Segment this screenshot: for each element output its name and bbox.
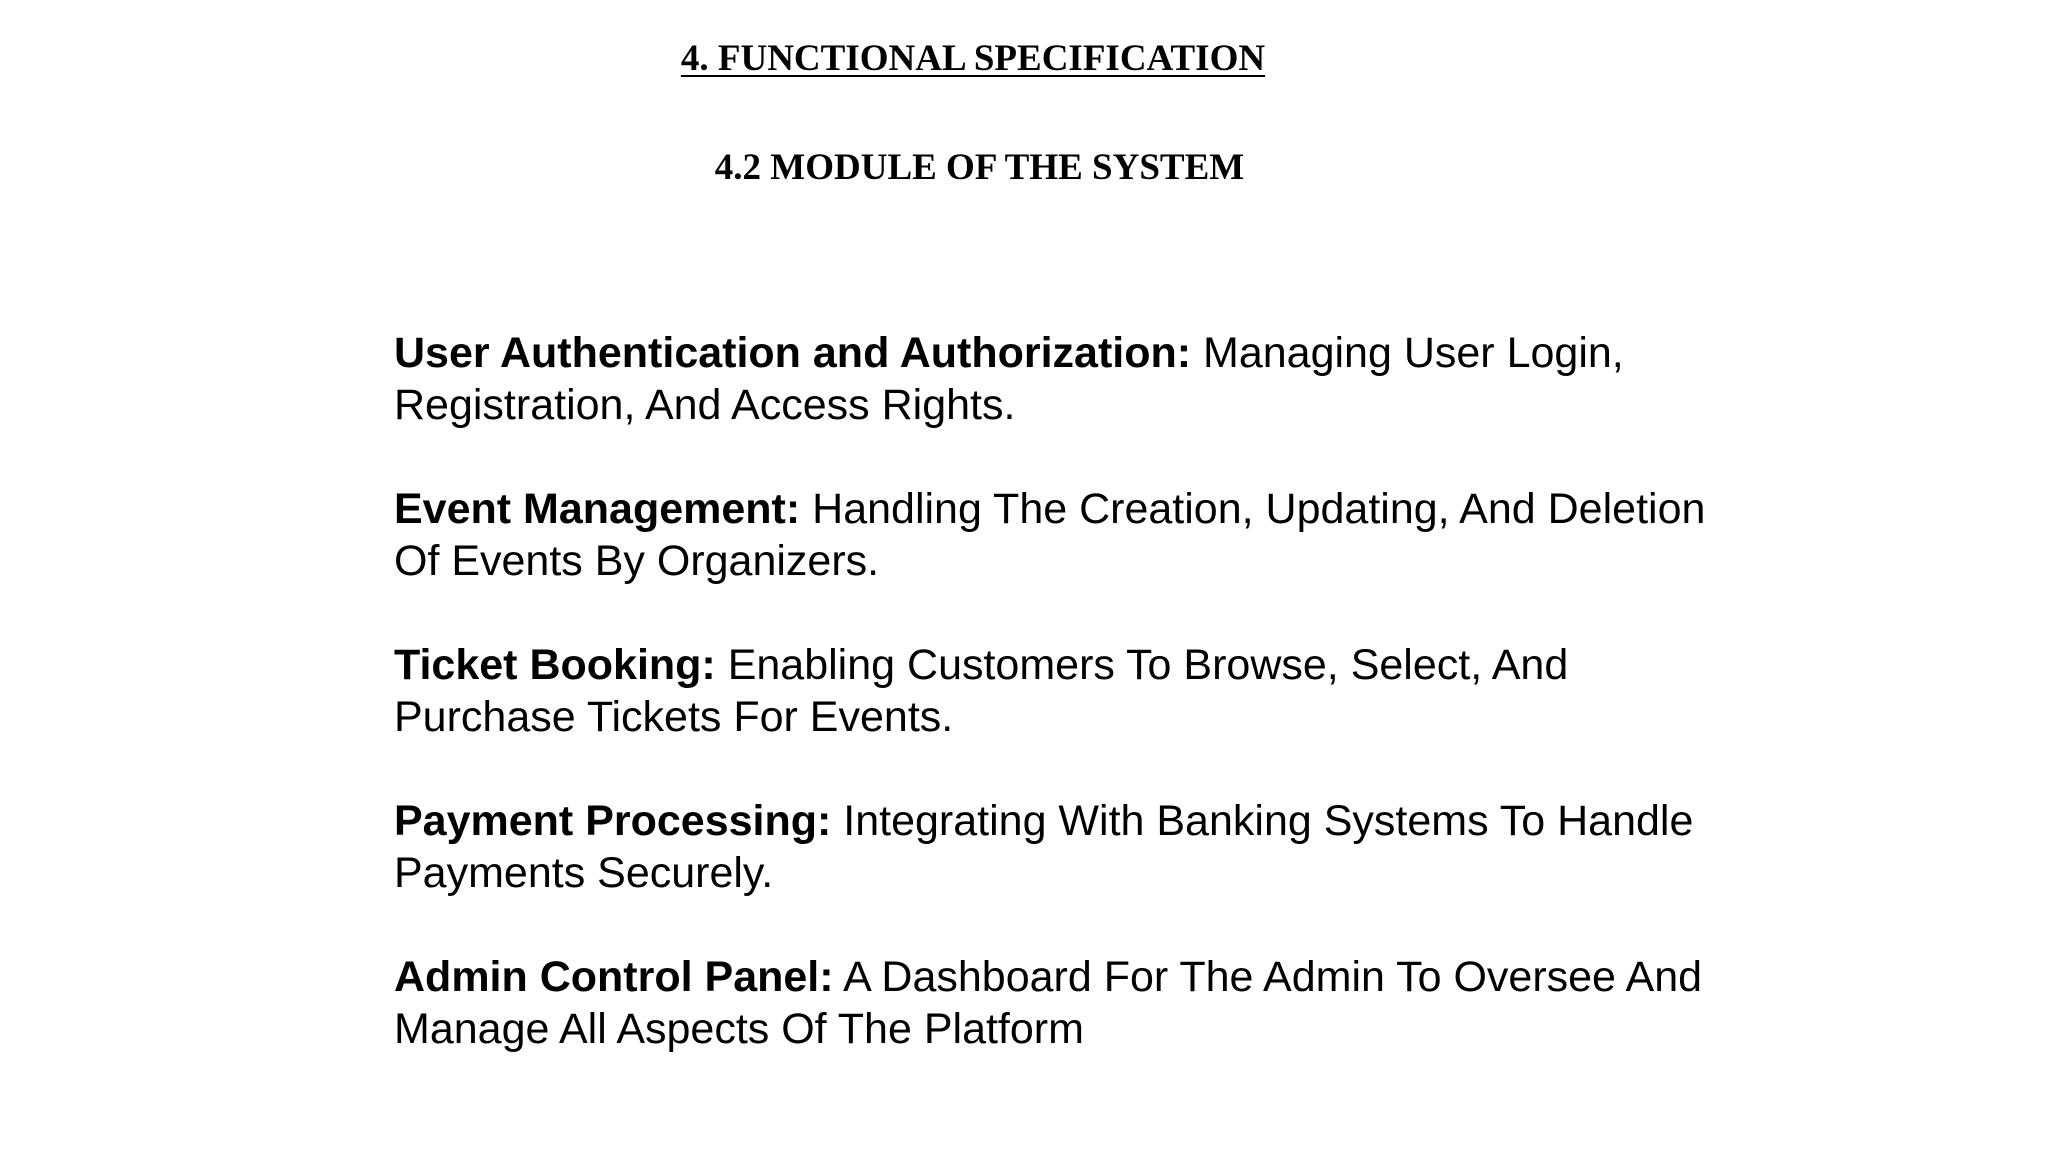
module-list [394,327,1754,1107]
subsection-title: 4.2 MODULE OF THE SYSTEM [714,147,1245,188]
module-description: Managing User Login, Registration, And Access Rights. [394,329,1624,429]
module-description: Enabling Customers To Browse, Select, And Purchase Tickets For Events. [394,641,1569,741]
module-item-user-authentication [394,327,1754,431]
module-name: User Authentication and Authorization: [394,329,1192,377]
module-name: Admin Control Panel: [394,953,834,1001]
module-name: Event Management: [394,485,801,533]
module-name: Ticket Booking: [394,641,716,689]
module-description: Integrating With Banking Systems To Handle Payments Securely. [394,797,1694,897]
module-name: Payment Processing: [394,797,832,845]
module-item-admin-control-panel [394,951,1754,1055]
module-description: Handling The Creation, Updating, And Deletion Of Events By Organizers. [394,485,1706,585]
module-item-event-management [394,483,1754,587]
module-item-ticket-booking [394,639,1754,743]
module-description: A Dashboard For The Admin To Oversee And Manage All Aspects Of The Platform [394,953,1703,1053]
module-item-payment-processing [394,795,1754,899]
section-title: 4. FUNCTIONAL SPECIFICATION [680,38,1266,79]
